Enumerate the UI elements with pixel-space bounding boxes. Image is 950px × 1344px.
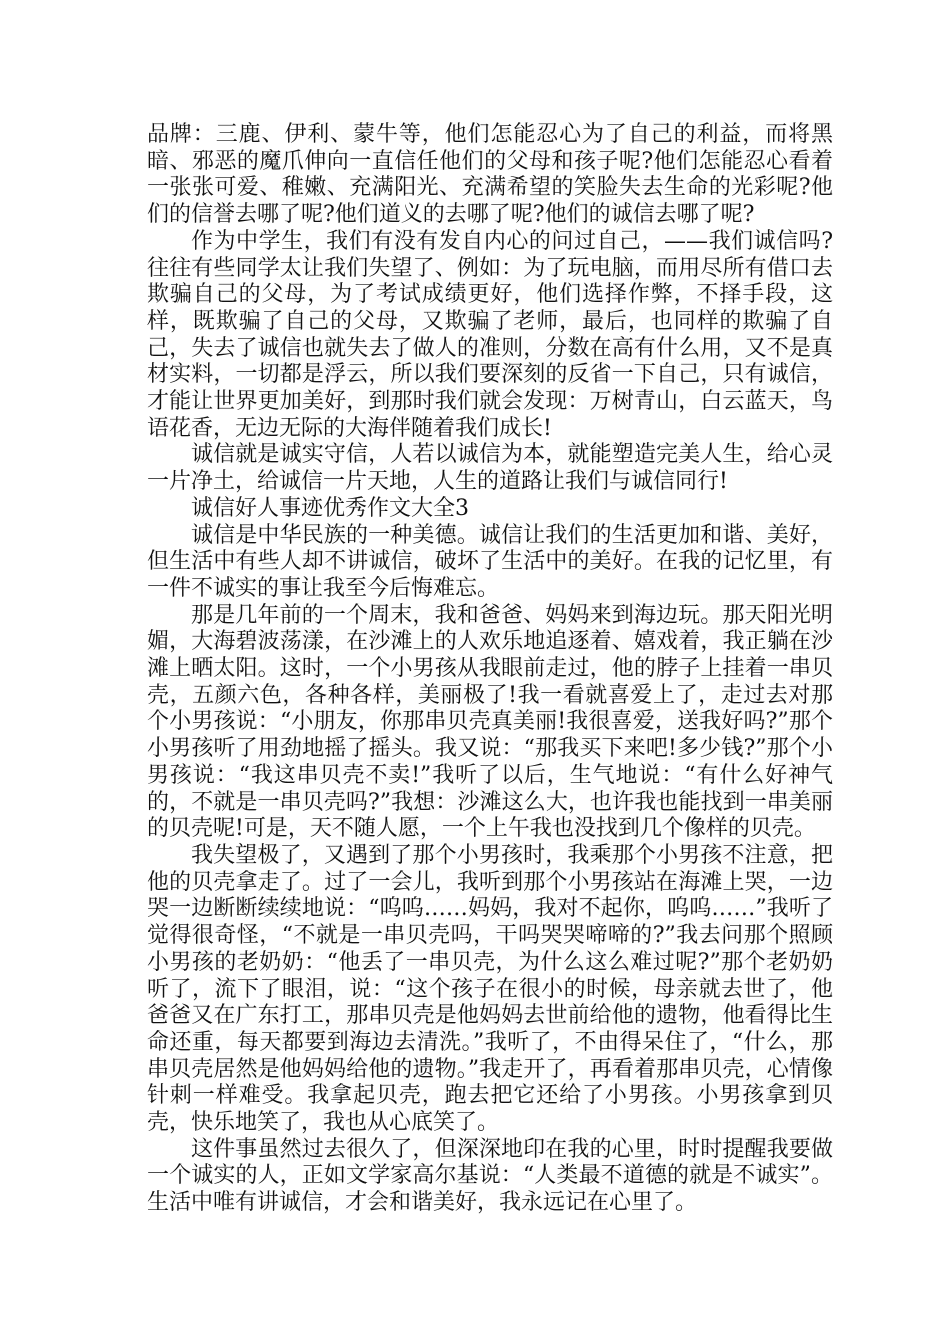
essay-title: 诚信好人事迹优秀作文大全3 [191, 495, 469, 521]
paragraph-7: 这件事虽然过去很久了，但深深地印在我的心里，时时提醒我要做一个诚实的人，正如文学家高尔基说：“人类最不道德的就是不诚实”。生活中唯有讲诚信，才会和谐美好，我永远记在心里了。 [147, 1136, 833, 1216]
document-body [147, 122, 833, 1217]
paragraph-3: 诚信就是诚实守信，人若以诚信为本，就能塑造完美人生，给心灵一片净土，给诚信一片天地，人生的道路让我们与诚信同行! [147, 442, 833, 495]
paragraph-1: 品牌：三鹿、伊利、蒙牛等，他们怎能忍心为了自己的利益，而将黑暗、邪恶的魔爪伸向一直信任他们的父母和孩子呢?他们怎能忍心看着一张张可爱、稚嫩、充满阳光、充满希望的笑脸失去生命的光彩呢?他们的信誉去哪了呢?他们道义的去哪了呢?他们的诚信去哪了呢? [147, 122, 833, 228]
paragraph-4: 诚信是中华民族的一种美德。诚信让我们的生活更加和谐、美好，但生活中有些人却不讲诚信，破坏了生活中的美好。在我的记忆里，有一件不诚实的事让我至今后悔难忘。 [147, 522, 833, 601]
paragraph-2: 作为中学生，我们有没有发自内心的问过自己，——我们诚信吗?往往有些同学太让我们失望了、例如：为了玩电脑，而用尽所有借口去欺骗自己的父母，为了考试成绩更好，他们选择作弊，不择手段，这样，既欺骗了自己的父母，又欺骗了老师，最后，也同样的欺骗了自己，失去了诚信也就失去了做人的准则，分数在高有什么用，又不是真材实料，一切都是浮云，所以我们要深刻的反省一下自己，只有诚信，才能让世界更加美好，到那时我们就会发现：万树青山，白云蓝天，鸟语花香，无边无际的大海伴随着我们成长! [147, 228, 834, 441]
paragraph-5: 那是几年前的一个周末，我和爸爸、妈妈来到海边玩。那天阳光明媚，大海碧波荡漾，在沙滩上的人欢乐地追逐着、嬉戏着，我正躺在沙滩上晒太阳。这时，一个小男孩从我眼前走过，他的脖子上挂着一串贝壳，五颜六色，各种各样，美丽极了!我一看就喜爱上了，走过去对那个小男孩说：“小朋友，你那串贝壳真美丽!我很喜爱，送我好吗?”那个小男孩听了用劲地摇了摇头。我又说：“那我买下来吧!多少钱?”那个小男孩说：“我这串贝壳不卖!”我听了以后，生气地说：“有什么好神气的，不就是一串贝壳吗?”我想：沙滩这么大，也许我也能找到一串美丽的贝壳呢!可是，天不随人愿，一个上午我也没找到几个像样的贝壳。 [147, 602, 833, 842]
paragraph-6: 我失望极了，又遇到了那个小男孩时，我乘那个小男孩不注意，把他的贝壳拿走了。过了一会儿，我听到那个小男孩站在海滩上哭，一边哭一边断断续续地说：“呜呜……妈妈，我对不起你，呜呜……”我听了觉得很奇怪，“不就是一串贝壳吗，干吗哭哭啼啼的?”我去问那个照顾小男孩的老奶奶：“他丢了一串贝壳，为什么这么难过呢?”那个老奶奶听了，流下了眼泪，说：“这个孩子在很小的时候，母亲就去世了，他爸爸又在广东打工，那串贝壳是他妈妈去世前给他的遗物，他看得比生命还重，每天都要到海边去清洗。”我听了，不由得呆住了，“什么，那串贝壳居然是他妈妈给他的遗物。”我走开了，再看着那串贝壳，心情像针刺一样难受。我拿起贝壳，跑去把它还给了小男孩。小男孩拿到贝壳，快乐地笑了，我也从心底笑了。 [147, 842, 833, 1136]
